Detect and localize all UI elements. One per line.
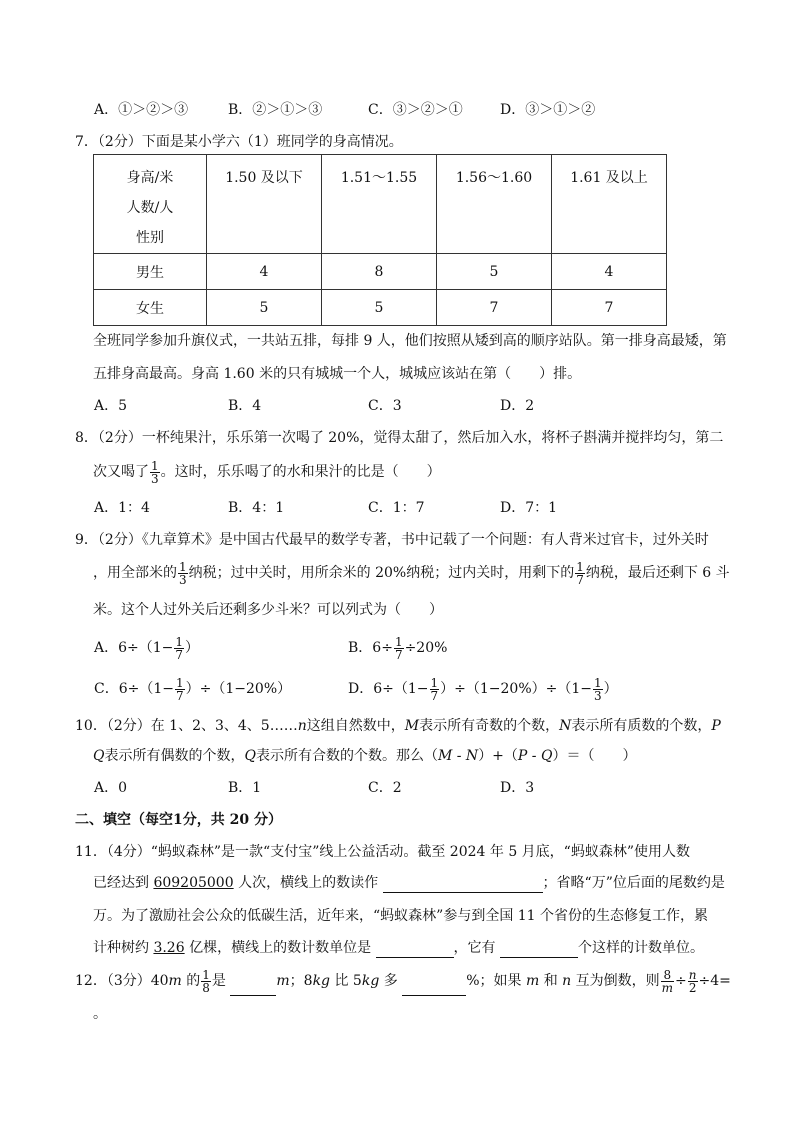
fraction-one-seventh	[430, 677, 440, 702]
height-table	[93, 154, 667, 326]
fraction-one-seventh	[175, 677, 185, 702]
denominator: 3	[179, 572, 187, 587]
q7-option-c[interactable]: C．3	[368, 398, 402, 414]
q6-option-d[interactable]: D．③＞①＞②	[500, 102, 596, 118]
table-cell: 7	[437, 290, 552, 326]
option-text: ）	[185, 640, 200, 656]
q11-text: ；省略“万”位后面的尾数约是	[542, 875, 725, 891]
header-cell	[322, 155, 437, 254]
table-corner-cell	[94, 155, 207, 254]
numerator: 1	[175, 634, 184, 649]
numerator: 1	[202, 967, 210, 982]
q10-text: 表示所有合数的个数。那么（	[255, 748, 438, 764]
denominator: 7	[394, 647, 403, 662]
q7-option-d[interactable]: D．2	[500, 398, 535, 414]
numerator: 1	[576, 559, 584, 574]
variable-q: Q	[93, 748, 105, 764]
q11-line-3: 万。为了激励社会公众的低碳生活，近年来，“蚂蚁森林”参与到全国 11 个省份的生态修复工作，累	[93, 908, 709, 924]
header-label: 1.56～1.60	[455, 170, 533, 186]
q8-text: 次又喝了	[93, 464, 149, 480]
header-cell	[207, 155, 322, 254]
corner-gender-label: 性别	[136, 230, 164, 246]
q9-text: 纳税，最后还剩下 6 斗	[585, 565, 730, 581]
q10-text: 表示所有质数的个数，	[571, 718, 712, 734]
q10-text: 表示所有奇数的个数，	[419, 718, 560, 734]
fraction-one-third	[178, 561, 188, 586]
q11-line-2	[93, 873, 725, 893]
q7-text-line-2: 五排身高最高。身高 1.60 米的只有城城一个人，城城应该站在第（ ）排。	[93, 366, 582, 382]
option-text: A．6÷（1−	[94, 640, 174, 656]
fraction-one-third	[150, 460, 160, 485]
q11-line-4	[93, 938, 704, 958]
denominator: 7	[175, 647, 184, 662]
header-cell	[552, 155, 667, 254]
numerator: 1	[594, 675, 602, 690]
variable-n: n	[297, 718, 307, 734]
row-label: 男生	[94, 254, 207, 290]
expression-p-minus-q: P - Q	[517, 748, 553, 764]
denominator: 7	[576, 572, 584, 587]
q10-text: ）＝（ ）	[552, 748, 637, 764]
q12-line-2: 。	[93, 1006, 107, 1022]
q9-option-c[interactable]	[94, 675, 291, 703]
q8-option-a[interactable]: A．1：4	[94, 500, 150, 516]
header-label: 1.50 及以下	[225, 170, 303, 186]
table-cell: 5	[322, 290, 437, 326]
fraction-one-seventh	[394, 636, 404, 661]
q9-text: 纳税；过中关时，用所余米的 20%纳税；过内关时，用剩下的	[188, 565, 575, 581]
q9-line-1: 9．（2分）《九章算术》是中国古代最早的数学专著，书中记载了一个问题：有人背米过官卡，过外关时	[75, 532, 709, 548]
q11-line-1: 11．（4分）“蚂蚁森林”是一款“支付宝”线上公益活动。截至 2024 年 5 月底，“蚂蚁森林”使用人数	[75, 844, 690, 860]
denominator: m	[661, 980, 674, 995]
q10-text: 10．（2分）在 1、2、3、4、5……	[75, 718, 298, 734]
header-label: 1.51～1.55	[340, 170, 418, 186]
q8-line-2	[93, 458, 441, 486]
division-sign: ÷	[675, 973, 687, 989]
numerator: 1	[179, 559, 187, 574]
fraction-n-over-2	[688, 969, 698, 994]
q6-option-a[interactable]: A．①＞②＞③	[94, 102, 189, 118]
q11-text: ，它有	[453, 940, 500, 956]
q9-option-b[interactable]	[348, 634, 447, 662]
fraction-8-over-m	[661, 969, 674, 994]
corner-height-label: 身高/米	[126, 170, 174, 186]
q9-line-2	[93, 559, 730, 587]
q12-text: 是	[211, 973, 231, 989]
underlined-number: 609205000	[153, 875, 234, 891]
q9-option-d[interactable]	[348, 675, 618, 703]
q8-option-c[interactable]: C．1：7	[368, 500, 425, 516]
table-row	[94, 254, 667, 290]
option-text: ）÷（1−20%）÷（1−	[440, 681, 592, 697]
q6-option-b[interactable]: B．②＞①＞③	[228, 102, 323, 118]
q12-text: 的	[181, 973, 201, 989]
numerator: 1	[430, 675, 439, 690]
denominator: 3	[151, 471, 159, 486]
q12-text: 互为倒数，则	[571, 973, 660, 989]
q11-text: 亿棵，横线上的数计数单位是	[184, 940, 376, 956]
q12-text: ÷4=	[698, 973, 731, 989]
table-cell: 7	[552, 290, 667, 326]
option-text: ）	[603, 681, 618, 697]
denominator: 8	[202, 980, 210, 995]
numerator: 1	[176, 675, 184, 690]
answer-blank[interactable]	[500, 943, 578, 958]
q12-text: 多	[379, 973, 403, 989]
denominator: 7	[176, 688, 184, 703]
q10-option-d[interactable]: D．3	[500, 780, 535, 796]
numerator: 1	[151, 458, 159, 473]
answer-blank[interactable]	[383, 878, 543, 893]
q11-text: 人次，横线上的数读作	[233, 875, 383, 891]
q9-line-3: 米。这个人过外关后还剩多少斗米？可以列式为（ ）	[93, 602, 443, 618]
table-cell: 5	[207, 290, 322, 326]
unit-kg: kg	[361, 973, 380, 989]
q12-text: 和	[539, 973, 563, 989]
answer-blank[interactable]	[376, 943, 454, 958]
q7-stem: 7．（2分）下面是某小学六（1）班同学的身高情况。	[75, 134, 403, 150]
q10-text: 表示所有偶数的个数，	[104, 748, 245, 764]
fraction-one-seventh	[174, 636, 184, 661]
corner-count-label: 人数/人	[126, 200, 174, 216]
variable-p: P	[711, 718, 721, 734]
answer-blank[interactable]	[230, 981, 276, 996]
row-label: 女生	[94, 290, 207, 326]
denominator: 3	[594, 688, 602, 703]
variable-m: M	[404, 718, 420, 734]
q10-option-a[interactable]: A．0	[94, 780, 128, 796]
table-cell: 8	[322, 254, 437, 290]
q10-option-b[interactable]: B．1	[228, 780, 262, 796]
q7-text-line-1: 全班同学参加升旗仪式，一共站五排，每排 9 人，他们按照从矮到高的顺序站队。第一排身高最矮，第	[93, 333, 727, 349]
variable-n-upper: N	[559, 718, 572, 734]
denominator: 7	[430, 688, 439, 703]
option-text: B．6÷	[348, 640, 393, 656]
fraction-one-third	[593, 677, 603, 702]
option-text: ÷20%	[404, 640, 448, 656]
q10-text: 这组自然数中，	[306, 718, 405, 734]
q10-option-c[interactable]: C．2	[368, 780, 402, 796]
q8-line-1: 8．（2分）一杯纯果汁，乐乐第一次喝了 20%，觉得太甜了，然后加入水，将杯子斟满并搅拌均匀，第二	[75, 430, 724, 446]
variable-m: m	[525, 973, 540, 989]
header-label: 1.61 及以上	[570, 170, 648, 186]
option-text: C．6÷（1−	[94, 681, 174, 697]
q10-line-2	[93, 746, 636, 766]
table-row	[94, 290, 667, 326]
q10-text: ）+（	[478, 748, 518, 764]
option-text: D．6÷（1−	[348, 681, 429, 697]
q11-text: 个这样的计数单位。	[577, 940, 704, 956]
table-cell: 5	[437, 254, 552, 290]
q8-option-d[interactable]: D．7：1	[500, 500, 558, 516]
q12-text: 12．（3分）40	[75, 973, 169, 989]
q11-text: 已经达到	[93, 875, 154, 891]
q8-option-b[interactable]: B．4：1	[228, 500, 285, 516]
q7-option-b[interactable]: B．4	[228, 398, 262, 414]
q11-text: 计种树约	[93, 940, 154, 956]
expression-m-minus-n: M - N	[437, 748, 479, 764]
unit-m: m	[168, 973, 182, 989]
q12-line-1	[75, 966, 731, 996]
q7-option-a[interactable]: A．5	[94, 398, 128, 414]
numerator: n	[688, 967, 697, 982]
q12-text: %；如果	[466, 973, 526, 989]
unit-m: m	[276, 973, 290, 989]
underlined-number: 3.26	[153, 940, 185, 956]
q8-text: 。这时，乐乐喝了的水和果汁的比是（ ）	[160, 464, 441, 480]
q10-line-1	[75, 716, 721, 736]
answer-blank[interactable]	[402, 981, 466, 996]
fraction-one-eighth	[201, 969, 211, 994]
table-cell: 4	[207, 254, 322, 290]
option-text: ）÷（1−20%）	[185, 681, 292, 697]
table-cell: 4	[552, 254, 667, 290]
q9-option-a[interactable]	[94, 634, 199, 662]
fraction-one-seventh	[575, 561, 585, 586]
denominator: 2	[688, 980, 697, 995]
header-cell	[437, 155, 552, 254]
q12-text: ；8	[289, 973, 313, 989]
numerator: 8	[661, 969, 674, 982]
numerator: 1	[394, 634, 403, 649]
q6-option-c[interactable]: C．③＞②＞①	[368, 102, 463, 118]
variable-q: Q	[244, 748, 256, 764]
q9-text: ，用全部米的	[93, 565, 177, 581]
variable-n: n	[562, 973, 572, 989]
q12-text: 比 5	[330, 973, 362, 989]
section-title: 二、填空（每空1分，共 20 分）	[75, 812, 282, 828]
unit-kg: kg	[312, 973, 331, 989]
